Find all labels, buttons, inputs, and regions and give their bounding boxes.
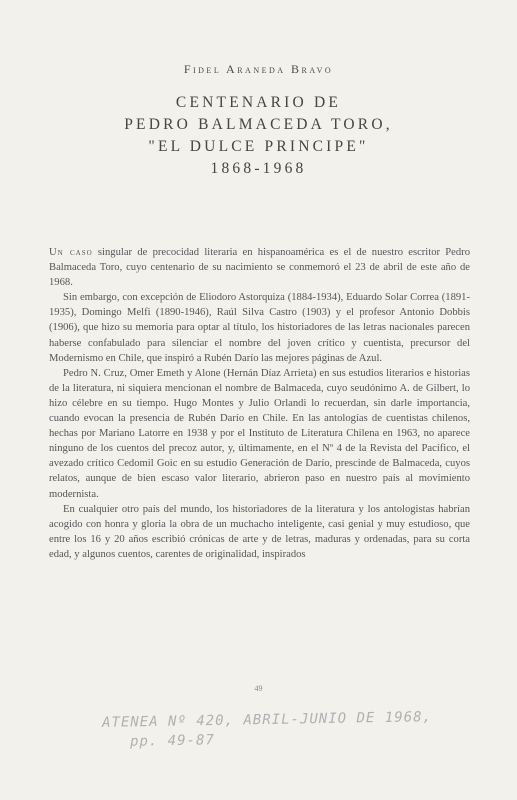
handwritten-note-line-1: ATENEA Nº 420, ABRIL-JUNIO DE 1968,	[101, 709, 433, 731]
title-line-1: CENTENARIO DE	[175, 94, 342, 111]
paragraph-text: Pedro N. Cruz, Omer Emeth y Alone (Hernán Díaz Arrieta) en sus estudios literarios e historias de la literatura, ni siquiera mencionan el nombre de Balmaceda, cuyo seudónimo A. de Gilbert, lo hizo célebre en su tiempo. Hugo Montes y Julio Orlandi lo recuerdan, sin darle importancia, cuando evocan la presencia de Rubén Darío en Chile. En las antologías de cuentistas chilenos, hechas por Mariano Latorre en 1938 y por el Instituto de Literatura Chilena en 1963, no aparece ninguno de los cuentos del precoz autor, y, últimamente, en el Nº 4 de la Revista del Pacífico, el avezado crítico Cedomil Goic en su estudio Generación de Darío, prescinde de Balmaceda, cuyos relatos, aunque de bien escaso valor literario, abrieron paso en nuestro país al movimiento modernista.	[49, 367, 470, 500]
paragraph-text: En cualquier otro país del mundo, los historiadores de la literatura y los antologistas habrían acogido con honra y gloria la obra de un muchacho inteligente, casi genial y muy estudioso, que entre los 16 y 20 años escribió crónicas de arte y de letras, maduras y ordenadas, para su corta edad, y algunos cuentos, carentes de originalidad, inspirados	[49, 503, 470, 560]
paragraph-3	[49, 366, 470, 502]
paragraph-text: singular de precocidad literaria en hispanoamérica es el de nuestro escritor Pedro Balmaceda Toro, cuyo centenario de su nacimiento se conmemoró el 23 de abril de este año de 1968.	[49, 247, 471, 289]
paragraph-4	[49, 502, 470, 562]
paragraph-2	[49, 290, 470, 365]
paragraph-1	[49, 245, 470, 290]
article-title	[0, 92, 517, 180]
page-number: 49	[254, 684, 263, 693]
title-line-2: PEDRO BALMACEDA TORO,	[124, 116, 393, 133]
paragraph-lead: Un caso	[49, 247, 93, 258]
title-line-4: 1868-1968	[210, 160, 307, 177]
article-body	[49, 245, 470, 562]
handwritten-note-line-2: pp. 49-87	[129, 732, 215, 750]
paragraph-text: Sin embargo, con excepción de Eliodoro Astorquiza (1884-1934), Eduardo Solar Correa (1891-1935), Domingo Melfi (1890-1946), Raúl Silva Castro (1903) y el profesor Antonio Dobbis (1906), que hizo su memoria para optar al título, los historiadores de las letras nacionales parecen haberse confabulado para silenciar el nombre del joven crítico y cuentista, precursor del Modernismo en Chile, que inspiró a Rubén Darío las mejores páginas de Azul.	[49, 292, 470, 364]
title-line-3: "EL DULCE PRINCIPE"	[148, 138, 369, 155]
author-name: Fidel Araneda Bravo	[183, 62, 334, 76]
